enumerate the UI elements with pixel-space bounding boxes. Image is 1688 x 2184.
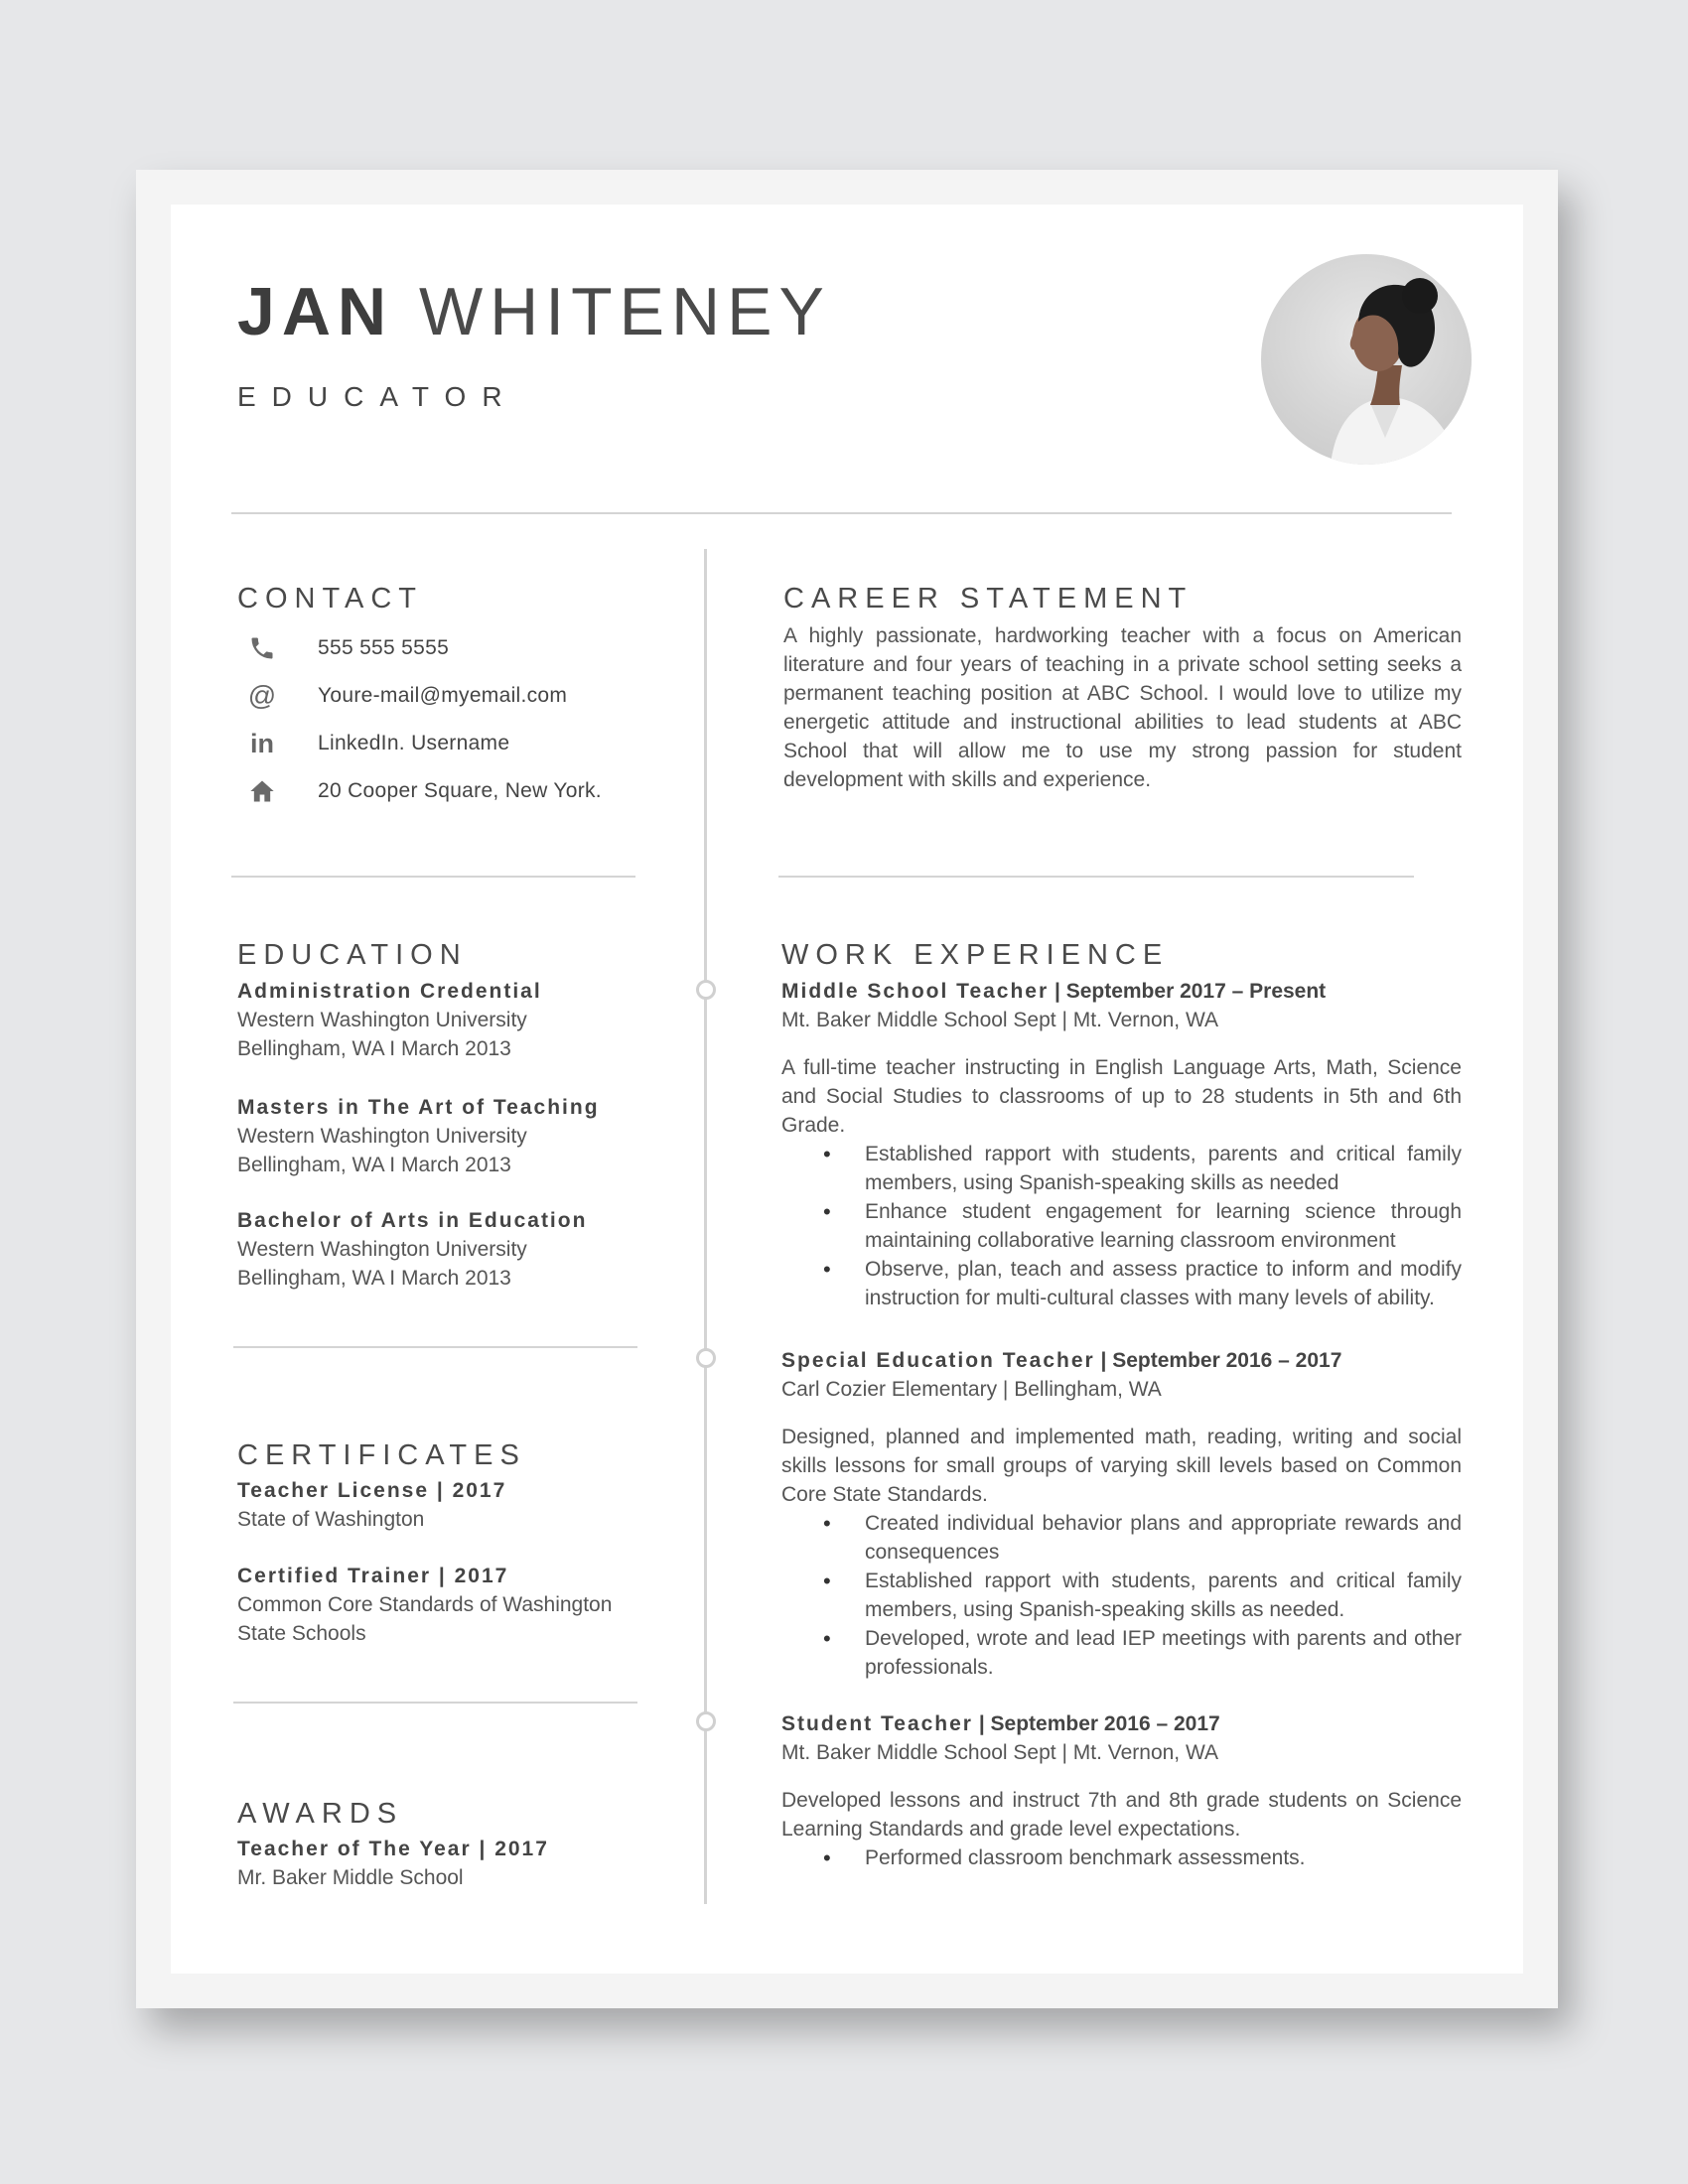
timeline-line: [704, 549, 707, 1904]
certificate-item: [237, 1476, 506, 1534]
job-date: | September 2016 – 2017: [972, 1712, 1220, 1735]
job-title-date: [781, 977, 1462, 1006]
resume-frame: [136, 170, 1558, 2008]
street-address: 20 Cooper Square, New York.: [318, 779, 602, 802]
certificate-issuer: Common Core Standards of Washington: [237, 1593, 613, 1616]
job-date: | September 2016 – 2017: [1094, 1349, 1342, 1372]
school-name: Western Washington University: [237, 1238, 527, 1261]
job-employer: Mt. Baker Middle School Sept | Mt. Vernon, WA: [781, 1741, 1219, 1764]
school-location-date: Bellingham, WA I March 2013: [237, 1037, 511, 1060]
education-divider: [233, 1346, 637, 1348]
email-address: Youre-mail@myemail.com: [318, 684, 568, 707]
school-name: Western Washington University: [237, 1125, 527, 1148]
job-role: Special Education Teacher: [781, 1349, 1095, 1372]
job-bullet: • Performed classroom benchmark assessments.: [781, 1843, 1462, 1872]
job-bullet: • Established rapport with students, parents and critical family members, using Spanish-speaking skills as needed.: [781, 1567, 1462, 1624]
school-location-date: Bellingham, WA I March 2013: [237, 1267, 511, 1290]
career-statement-text: A highly passionate, hardworking teacher with a focus on American literature and four years of teaching in a private school setting seeks a permanent teaching position at ABC School. I would love to utilize my energetic attitude and instructional abilities to lead students at ABC School that will allow me to use my strong passion for student development with skills and experience.: [783, 624, 1462, 791]
job-title-date: [781, 1709, 1462, 1738]
candidate-name: [237, 274, 831, 349]
career-statement-heading: CAREER STATEMENT: [783, 583, 1194, 614]
awards-heading: AWARDS: [237, 1798, 404, 1830]
job-bullet: • Observe, plan, teach and assess practice to inform and modify instruction for multi-cultural classes with many levels of ability.: [781, 1255, 1462, 1312]
job-role: Student Teacher: [781, 1712, 973, 1735]
home-icon: [244, 773, 280, 809]
certificate-item: [237, 1562, 612, 1648]
certificate-title: Teacher License | 2017: [237, 1479, 507, 1502]
profile-photo: [1261, 254, 1472, 465]
job-bullet: • Enhance student engagement for learning science through maintaining collaborative learning classroom environment: [781, 1197, 1462, 1255]
education-heading: EDUCATION: [237, 939, 468, 971]
job-employer: Mt. Baker Middle School Sept | Mt. Vernon, WA: [781, 1009, 1219, 1031]
job-bullets: [781, 1843, 1462, 1872]
certificates-divider: [233, 1702, 637, 1704]
linkedin-icon: in: [250, 728, 274, 758]
contact-phone: [244, 628, 450, 668]
job-date: | September 2017 – Present: [1049, 980, 1327, 1003]
resume-page: [171, 205, 1523, 1974]
job-bullet: • Created individual behavior plans and appropriate rewards and consequences: [781, 1509, 1462, 1567]
contact-divider: [231, 876, 635, 878]
education-item: [237, 1093, 600, 1179]
portrait-illustration: [1261, 254, 1472, 465]
certificates-heading: CERTIFICATES: [237, 1439, 526, 1471]
degree-title: Bachelor of Arts in Education: [237, 1209, 588, 1232]
phone-icon: [244, 630, 280, 666]
header-divider: [231, 512, 1452, 514]
contact-heading: CONTACT: [237, 583, 424, 614]
job-summary: A full-time teacher instructing in English Language Arts, Math, Science and Social Studies to classrooms of up to 28 students in 5th and 6th Grade.: [781, 1056, 1462, 1137]
at-sign-icon: @: [247, 680, 277, 711]
job-entry: [781, 1709, 1462, 1872]
contact-address: [244, 771, 602, 811]
timeline-marker: [696, 1711, 716, 1731]
phone-number: 555 555 5555: [318, 636, 450, 659]
job-bullets: [781, 1140, 1462, 1312]
job-title-date: [781, 1346, 1462, 1375]
school-location-date: Bellingham, WA I March 2013: [237, 1154, 511, 1176]
work-experience-heading: WORK EXPERIENCE: [781, 939, 1170, 971]
certificate-title: Certified Trainer | 2017: [237, 1565, 509, 1587]
degree-title: Masters in The Art of Teaching: [237, 1096, 600, 1119]
certificate-issuer: State Schools: [237, 1622, 366, 1645]
job-summary: Developed lessons and instruct 7th and 8th grade students on Science Learning Standards and grade level expectations.: [781, 1789, 1462, 1841]
contact-email: [244, 676, 568, 716]
certificate-issuer: State of Washington: [237, 1508, 425, 1531]
award-title: Teacher of The Year | 2017: [237, 1838, 549, 1860]
timeline-marker: [696, 1348, 716, 1368]
education-item: [237, 1206, 587, 1293]
career-divider: [778, 876, 1414, 878]
job-bullet: • Established rapport with students, parents and critical family members, using Spanish-speaking skills as needed: [781, 1140, 1462, 1197]
school-name: Western Washington University: [237, 1009, 527, 1031]
education-item: [237, 977, 542, 1063]
job-bullet: • Developed, wrote and lead IEP meetings with parents and other professionals.: [781, 1624, 1462, 1682]
degree-title: Administration Credential: [237, 980, 542, 1003]
award-issuer: Mr. Baker Middle School: [237, 1866, 464, 1889]
job-title: EDUCATOR: [237, 381, 518, 412]
last-name: WHITENEY: [418, 274, 831, 349]
first-name: JAN: [237, 274, 394, 349]
job-bullets: [781, 1509, 1462, 1682]
linkedin-username: LinkedIn. Username: [318, 732, 510, 754]
job-employer: Carl Cozier Elementary | Bellingham, WA: [781, 1378, 1162, 1401]
job-entry: [781, 1346, 1462, 1682]
award-item: [237, 1835, 549, 1892]
job-entry: [781, 977, 1462, 1312]
job-summary: Designed, planned and implemented math, reading, writing and social skills lessons for small groups of varying skill levels based on Common Core State Standards.: [781, 1426, 1462, 1506]
timeline-marker: [696, 980, 716, 1000]
contact-linkedin: [244, 724, 510, 763]
job-role: Middle School Teacher: [781, 980, 1050, 1003]
